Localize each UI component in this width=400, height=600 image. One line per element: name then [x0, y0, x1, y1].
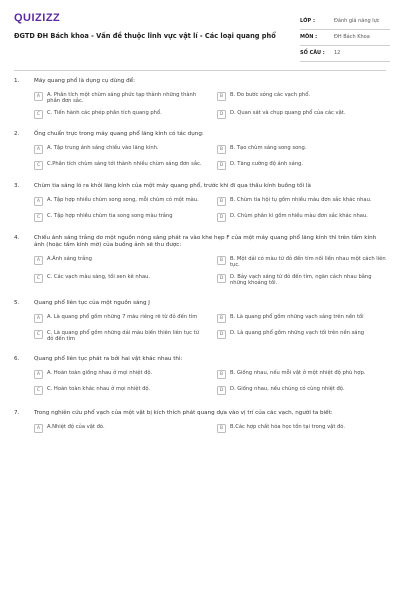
option-letter-box: B — [217, 197, 226, 206]
option-text: A. Tập hợp nhiều chùm song song, mỗi chùm có một màu. — [47, 196, 199, 203]
question-list — [14, 78, 386, 445]
option-text: B. Chùm tia hội tụ gồm nhiều màu đơn sắc khác nhau. — [230, 196, 372, 203]
option-letter-box: A — [34, 256, 43, 265]
option-letter-box: A — [34, 314, 43, 323]
option-letter-box: D — [217, 110, 226, 119]
question-text: Máy quang phổ là dụng cụ dùng để: — [34, 78, 136, 84]
document-title: ĐGTD ĐH Bách khoa - Vấn đề thuộc lĩnh vực vật lí - Các loại quang phổ — [14, 32, 276, 40]
question-text: Trong nghiên cứu phổ vạch của một vật bị kích thích phát quang dựa vào vị trí của các vạch, người ta biết: — [34, 409, 333, 416]
question-number: 4. — [14, 234, 20, 241]
option-text: C.Phân tích chùm sáng tới thành nhiều chùm sáng đơn sắc. — [47, 160, 202, 167]
answer-option-a[interactable] — [34, 256, 203, 269]
option-text: D. Chùm phân kì gồm nhiều màu đơn sắc khác nhau. — [230, 212, 368, 219]
question-number: 3. — [14, 182, 20, 189]
answer-options — [34, 92, 386, 121]
answer-option-d[interactable] — [217, 274, 386, 287]
question-text: Chiếu ánh sáng trắng do một nguồn nóng sáng phát ra vào khe hẹp F của một máy quang phổ lăng kính thì trên tấm kính ảnh (hoặc tấm kính mờ) của buồng ảnh sẽ thu được: — [34, 234, 377, 248]
option-letter-box: D — [217, 386, 226, 395]
question-number: 5. — [14, 299, 20, 306]
option-text: D. Giống nhau, nếu chúng có cùng nhiệt độ. — [230, 385, 345, 392]
question-5 — [14, 300, 386, 343]
answer-option-b[interactable] — [217, 424, 386, 435]
option-text: D. Tăng cường độ ánh sáng. — [230, 160, 304, 167]
option-text: A.Nhiệt độ của vật đó. — [47, 423, 105, 430]
question-stem — [14, 78, 386, 85]
answer-options — [34, 370, 386, 397]
option-text: A. Hoàn toàn giống nhau ở mọi nhiệt độ. — [47, 369, 153, 376]
question-number: 6. — [14, 355, 20, 362]
option-text: C. Hoàn toàn khác nhau ở mọi nhiệt độ. — [47, 385, 151, 392]
answer-option-b[interactable] — [217, 92, 386, 105]
answer-options — [34, 314, 386, 343]
answer-option-b[interactable] — [217, 197, 386, 208]
option-letter-box: D — [217, 161, 226, 170]
question-6 — [14, 356, 386, 397]
question-stem — [14, 131, 386, 138]
question-number: 2. — [14, 130, 20, 137]
option-letter-box: C — [34, 110, 43, 119]
answer-option-d[interactable] — [217, 110, 386, 121]
option-letter-box: B — [217, 92, 226, 101]
option-text: C. Tập hợp nhiều chùm tia song song màu trắng — [47, 212, 173, 219]
answer-option-c[interactable] — [34, 213, 203, 224]
question-7 — [14, 410, 386, 435]
option-text: A.Ánh sáng trắng — [47, 255, 92, 262]
answer-options — [34, 145, 386, 172]
meta-value: ĐH Bách Khoa — [334, 34, 370, 41]
option-text: A. Phân tích một chùm sáng phức tạp thành những thành phần đơn sắc. — [47, 91, 197, 105]
option-text: C. Là quang phổ gồm những dải màu biến thiên liên tục từ đỏ đến tím — [47, 329, 199, 343]
option-text: B. Là quang phổ gồm những vạch sáng trên nền tối — [230, 313, 364, 320]
question-2 — [14, 131, 386, 172]
answer-option-a[interactable] — [34, 370, 203, 381]
option-text: A. Là quang phổ gồm những 7 màu riêng rẽ từ đỏ đến tím — [47, 313, 198, 320]
option-letter-box: D — [217, 274, 226, 283]
option-letter-box: C — [34, 213, 43, 222]
answer-option-a[interactable] — [34, 145, 203, 156]
question-stem — [14, 356, 386, 363]
option-text: B.Các hợp chất hóa học tồn tại trong vật đó. — [230, 423, 346, 430]
question-1 — [14, 78, 386, 121]
answer-option-b[interactable] — [217, 314, 386, 325]
question-stem — [14, 300, 386, 307]
option-text: B. Tạo chùm sáng song song. — [230, 144, 307, 151]
answer-options — [34, 256, 386, 287]
option-letter-box: C — [34, 274, 43, 283]
option-letter-box: C — [34, 330, 43, 339]
option-letter-box: B — [217, 370, 226, 379]
answer-option-c[interactable] — [34, 330, 203, 343]
option-letter-box: A — [34, 145, 43, 154]
question-stem — [14, 183, 386, 190]
meta-row-subject — [300, 30, 390, 46]
quizizz-logo: QUIZIZZ — [14, 12, 61, 24]
answer-option-c[interactable] — [34, 386, 203, 397]
option-letter-box: A — [34, 92, 43, 101]
answer-option-d[interactable] — [217, 330, 386, 343]
option-text: B. Giống nhau, nếu mỗi vật ở một nhiệt độ phù hợp. — [230, 369, 366, 376]
option-text: B. Đo bước sóng các vạch phổ. — [230, 91, 311, 98]
option-text: C. Tiến hành các phép phân tích quang phổ. — [47, 109, 162, 116]
answer-options — [34, 424, 386, 435]
meta-row-class — [300, 14, 390, 30]
option-letter-box: A — [34, 424, 43, 433]
option-letter-box: B — [217, 424, 226, 433]
meta-label: MÔN : — [300, 34, 318, 41]
meta-value: 12 — [334, 50, 341, 57]
option-letter-box: C — [34, 386, 43, 395]
option-letter-box: B — [217, 256, 226, 265]
option-letter-box: A — [34, 370, 43, 379]
header-divider — [14, 70, 386, 71]
document-header — [14, 10, 388, 72]
meta-label: LỚP : — [300, 18, 315, 25]
question-number: 7. — [14, 409, 20, 416]
question-4 — [14, 235, 386, 287]
answer-option-a[interactable] — [34, 424, 203, 435]
question-number: 1. — [14, 78, 20, 84]
answer-option-a[interactable] — [34, 92, 203, 105]
question-text: Ống chuẩn trực trong máy quang phổ lăng kính có tác dụng: — [34, 130, 204, 137]
meta-label: SỐ CÂU : — [300, 50, 325, 57]
option-text: B. Một dải có màu từ đỏ đến tím nối liền nhau một cách liên tục. — [230, 255, 386, 269]
answer-option-d[interactable] — [217, 386, 386, 397]
option-letter-box: A — [34, 197, 43, 206]
option-letter-box: D — [217, 213, 226, 222]
option-letter-box: C — [34, 161, 43, 170]
meta-row-question-count — [300, 46, 390, 62]
answer-option-a[interactable] — [34, 314, 203, 325]
option-text: D. Bảy vạch sáng từ đỏ đến tím, ngăn cách nhau bằng những khoảng tối. — [230, 273, 372, 287]
question-3 — [14, 183, 386, 224]
option-text: D. Quan sát và chụp quang phổ của các vật. — [230, 109, 346, 116]
meta-value: Đánh giá năng lực — [334, 18, 380, 25]
answer-option-a[interactable] — [34, 197, 203, 208]
answer-option-c[interactable] — [34, 110, 203, 121]
answer-option-d[interactable] — [217, 213, 386, 224]
answer-option-b[interactable] — [217, 256, 386, 269]
question-stem — [14, 235, 386, 249]
answer-option-b[interactable] — [217, 370, 386, 381]
answer-option-d[interactable] — [217, 161, 386, 172]
answer-option-b[interactable] — [217, 145, 386, 156]
question-text: Quang phổ liên tục của một nguồn sáng J — [34, 299, 150, 306]
option-letter-box: B — [217, 145, 226, 154]
option-letter-box: D — [217, 330, 226, 339]
meta-table — [300, 14, 390, 62]
answer-option-c[interactable] — [34, 161, 203, 172]
answer-options — [34, 197, 386, 224]
option-text: C. Các vạch màu sáng, tối xen kẽ nhau. — [47, 273, 151, 280]
option-text: A. Tập trung ánh sáng chiếu vào lăng kính. — [47, 144, 159, 151]
question-text: Quang phổ liên tục phát ra bởi hai vật khác nhau thì: — [34, 355, 183, 362]
question-stem — [14, 410, 386, 417]
option-letter-box: B — [217, 314, 226, 323]
option-text: D. Là quang phổ gồm những vạch tối trên nền sáng — [230, 329, 365, 336]
answer-option-c[interactable] — [34, 274, 203, 287]
question-text: Chùm tia sáng ló ra khỏi lăng kính của một máy quang phổ, trước khi đi qua thấu kính buồng tối là — [34, 182, 311, 189]
